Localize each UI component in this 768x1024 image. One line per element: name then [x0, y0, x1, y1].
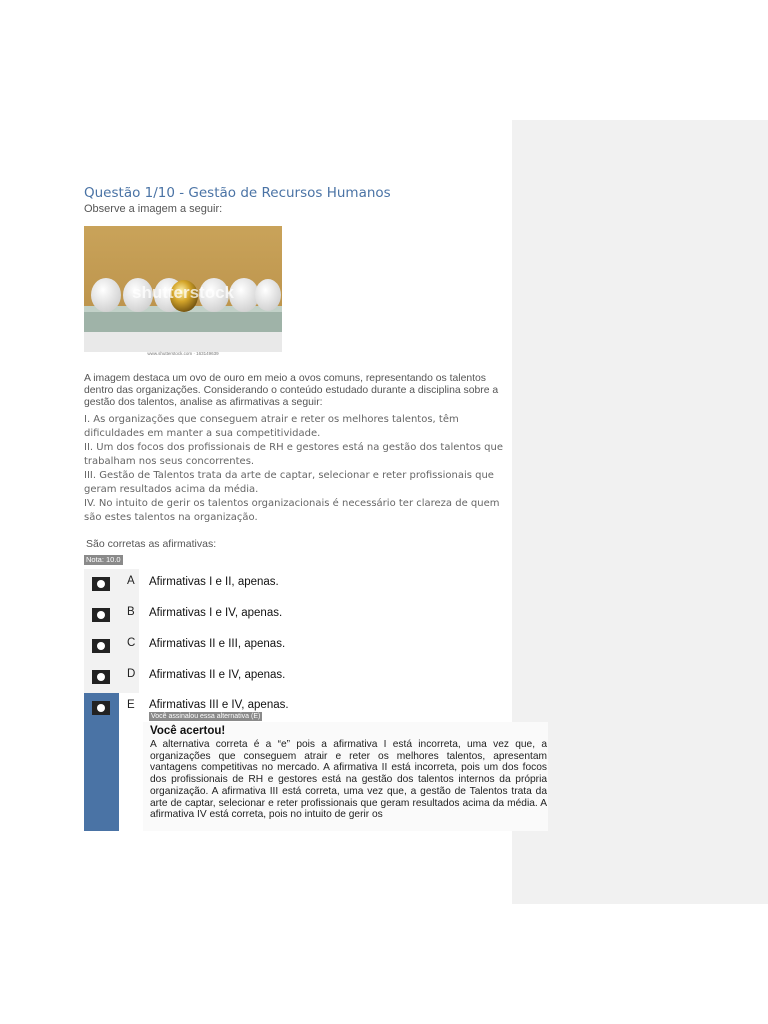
option-d[interactable]	[84, 662, 512, 693]
statements-list	[84, 413, 508, 525]
comment-sidebar	[512, 120, 768, 904]
radio-selected-icon[interactable]	[92, 701, 110, 715]
statement-i: I. As organizações que conseguem atrair e reter os melhores talentos, têm dificuldades em manter a sua competitividade.	[84, 414, 459, 439]
option-letter: D	[127, 668, 136, 680]
radio-icon[interactable]	[92, 608, 110, 622]
option-text: Afirmativas III e IV, apenas.	[149, 699, 289, 711]
option-text: Afirmativas II e IV, apenas.	[149, 669, 286, 681]
radio-icon[interactable]	[92, 577, 110, 591]
feedback-title: Você acertou!	[150, 725, 226, 737]
radio-icon[interactable]	[92, 639, 110, 653]
watermark-text: shutterstock	[131, 283, 235, 302]
option-e-selected[interactable]	[84, 693, 119, 831]
option-letter: C	[127, 637, 136, 649]
statement-iv: IV. No intuito de gerir os talentos organizacionais é necessário ter clareza de quem são estes talentos na organização.	[84, 498, 500, 523]
option-c[interactable]	[84, 631, 512, 662]
question-prompt: São corretas as afirmativas:	[86, 538, 217, 550]
option-a[interactable]	[84, 569, 512, 600]
option-letter: B	[127, 606, 135, 618]
feedback-body: A alternativa correta é a “e” pois a afirmativa I está incorreta, uma vez que, a organizações que conseguem atrair e reter os melhores talentos, apresentam vantagens competitivas no mercado. A afirmativa II está incorreta, pois um dos focos dos profissionais de RH e gestores está na gestão dos talentos internos da própria organização. A afirmativa III está correta, uma vez que, a gestão de Talentos trata da arte de captar, selecionar e reter profissionais que geram resultados acima da média. A afirmativa IV está correta, pois no intuito de gerir os	[150, 739, 547, 821]
selected-answer-tag: Você assinalou essa alternativa (E)	[151, 713, 261, 720]
option-letter: A	[127, 575, 135, 587]
answer-feedback	[143, 722, 548, 831]
option-text: Afirmativas I e II, apenas.	[149, 576, 279, 588]
image-caption: www.shutterstock.com · 163149639	[147, 351, 219, 356]
radio-icon[interactable]	[92, 670, 110, 684]
golden-egg-photo	[84, 226, 282, 352]
question-title: Questão 1/10 - Gestão de Recursos Humanos	[84, 185, 391, 201]
grade-badge: Nota: 10.0	[86, 555, 121, 564]
option-b[interactable]	[84, 600, 512, 631]
option-text: Afirmativas I e IV, apenas.	[149, 607, 283, 619]
option-text: Afirmativas II e III, apenas.	[149, 638, 286, 650]
option-letter: E	[127, 699, 135, 711]
question-subtitle: Observe a imagem a seguir:	[84, 203, 223, 215]
statement-iii: III. Gestão de Talentos trata da arte de captar, selecionar e reter profissionais que geram resultados acima da média.	[84, 470, 494, 495]
question-intro: A imagem destaca um ovo de ouro em meio a ovos comuns, representando os talentos dentro das organizações. Considerando o conteúdo estudado durante a disciplina sobre a gestão dos talentos, analise as afirmativas a seguir:	[84, 373, 499, 409]
statement-ii: II. Um dos focos dos profissionais de RH e gestores está na gestão dos talentos que trabalham nos seus concorrentes.	[84, 442, 504, 467]
